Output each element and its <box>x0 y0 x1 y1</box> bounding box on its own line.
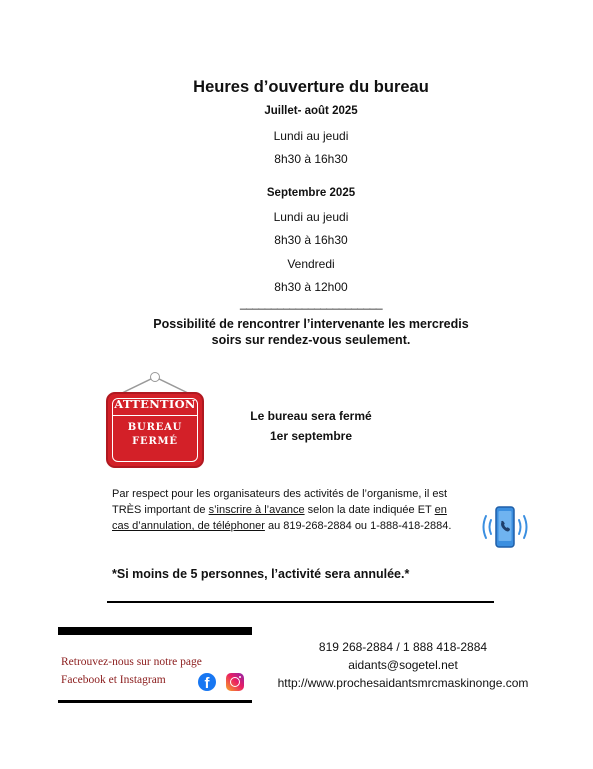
sign-hook <box>150 372 160 382</box>
september-days-2: Vendredi <box>287 257 335 271</box>
page-title: Heures d’ouverture du bureau <box>193 78 429 96</box>
sign-attention-text: ATTENTION <box>114 397 196 411</box>
instagram-lens <box>230 677 240 687</box>
cancellation-warning: *Si moins de 5 personnes, l’activité sera annulée.* <box>112 567 410 581</box>
contact-phones: 819 268-2884 / 1 888 418-2884 <box>318 640 488 654</box>
registration-paragraph <box>112 486 467 534</box>
summer-heading: Juillet- août 2025 <box>264 105 358 117</box>
evening-note-line-1: Possibilité de rencontrer l’intervenante les mercredis <box>153 317 469 331</box>
contact-email[interactable]: aidants@sogetel.net <box>348 658 458 672</box>
september-hours-2: 8h30 à 12h00 <box>274 280 348 294</box>
sign-line-bureau: BUREAU <box>127 422 183 433</box>
horizontal-rule <box>107 601 494 603</box>
evening-note-line-2: soirs sur rendez-vous seulement. <box>211 333 411 347</box>
social-line-2: Facebook et Instagram <box>61 674 166 686</box>
instagram-icon[interactable] <box>226 673 244 691</box>
attention-sign-icon <box>106 372 206 470</box>
respect-text-3: au 819-268-2884 ou 1-888-418-2884. <box>264 520 452 532</box>
footer-bar-top <box>58 627 252 635</box>
contact-website[interactable]: http://www.prochesaidantsmrcmaskinonge.com <box>277 676 529 690</box>
september-hours-1: 8h30 à 16h30 <box>274 233 348 247</box>
facebook-icon[interactable]: f <box>198 673 216 691</box>
summer-hours: 8h30 à 16h30 <box>274 152 348 166</box>
section-divider: _______________________ <box>240 296 382 310</box>
september-days-1: Lundi au jeudi <box>273 210 349 224</box>
respect-text-2: selon la date indiquée ET <box>304 504 435 516</box>
respect-text-1: Par respect pour les organisateurs des activités de l’organisme, il est TRÈS important de <box>112 488 448 516</box>
closure-line-2: 1er septembre <box>269 429 353 443</box>
sign-line-ferme: FERMÉ <box>132 436 178 447</box>
instagram-dot <box>239 676 242 679</box>
closure-notice <box>212 406 410 446</box>
sign-board <box>106 392 204 468</box>
register-in-advance-text: s’inscrire à l’avance <box>208 504 305 516</box>
september-heading: Septembre 2025 <box>266 187 356 199</box>
summer-days: Lundi au jeudi <box>273 129 349 143</box>
smartphone-call-icon <box>476 502 534 552</box>
closure-line-1: Le bureau sera fermé <box>250 409 372 423</box>
sign-closed-text <box>108 421 202 449</box>
evening-appointment-note <box>0 316 593 348</box>
social-line-1: Retrouvez-nous sur notre page <box>61 656 202 668</box>
footer-bar-bottom <box>58 700 252 703</box>
cancel-call-text: en cas d’annulation, de téléphoner <box>112 504 447 532</box>
